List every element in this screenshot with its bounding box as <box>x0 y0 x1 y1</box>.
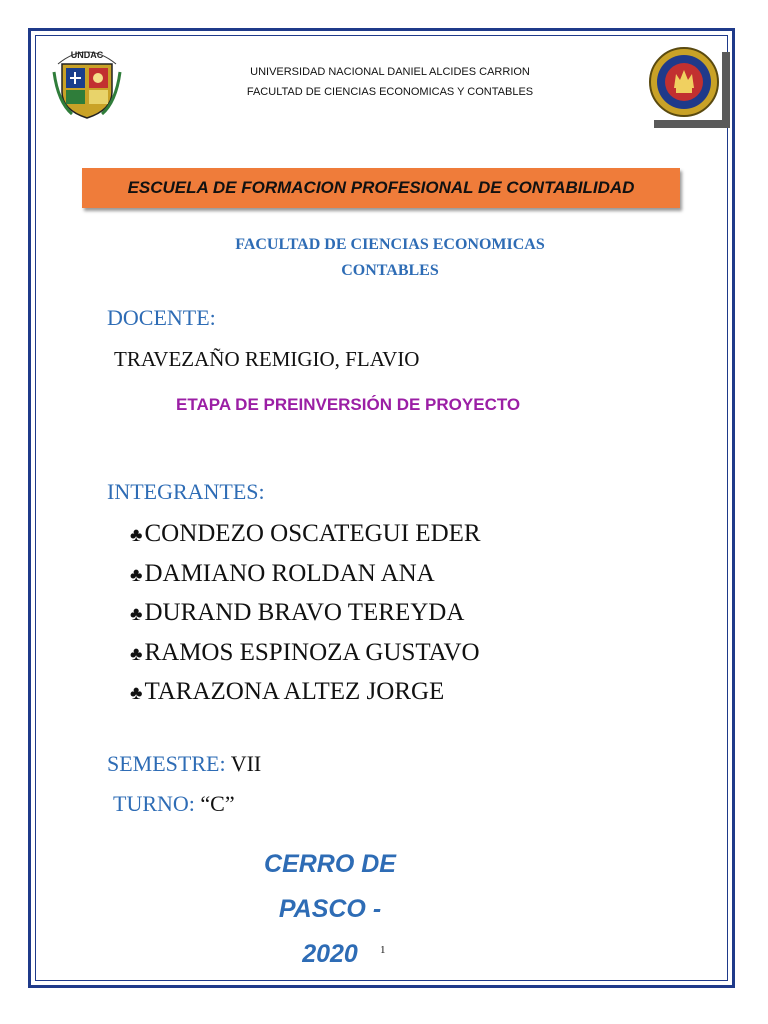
member-name: RAMOS ESPINOZA GUSTAVO <box>144 638 480 666</box>
club-bullet-icon: ♣ <box>130 683 143 704</box>
members-list <box>130 520 481 718</box>
faculty-title-line2: CONTABLES <box>341 262 439 279</box>
university-name: UNIVERSIDAD NACIONAL DANIEL ALCIDES CARRION <box>250 66 530 78</box>
turno-value: “C” <box>200 791 235 816</box>
member-item <box>130 560 481 600</box>
member-item <box>130 599 481 639</box>
club-bullet-icon: ♣ <box>130 604 143 625</box>
member-name: DAMIANO ROLDAN ANA <box>144 559 435 587</box>
club-bullet-icon: ♣ <box>130 643 143 665</box>
semestre-row <box>107 751 261 777</box>
undac-shield-logo <box>52 42 122 120</box>
integrantes-label: INTEGRANTES: <box>107 479 265 504</box>
member-name: TARAZONA ALTEZ JORGE <box>144 678 445 705</box>
member-name: DURAND BRAVO TEREYDA <box>144 599 465 626</box>
school-banner: ESCUELA DE FORMACION PROFESIONAL DE CONTABILIDAD <box>82 168 680 208</box>
member-item <box>130 678 481 718</box>
city-year <box>230 842 430 977</box>
faculty-name: FACULTAD DE CIENCIAS ECONOMICAS Y CONTABLES <box>246 86 534 98</box>
docente-name: TRAVEZAÑO REMIGIO, FLAVIO <box>114 347 420 371</box>
svg-text:UNDAC: UNDAC <box>70 50 104 60</box>
city-line1: CERRO DE <box>264 850 396 878</box>
member-item <box>130 639 481 679</box>
turno-row <box>113 791 235 817</box>
member-name: CONDEZO OSCATEGUI EDER <box>144 520 481 547</box>
topic-title: ETAPA DE PREINVERSIÓN DE PROYECTO <box>176 395 521 414</box>
turno-label: TURNO: <box>113 791 195 816</box>
city-line3: 2020 <box>302 940 358 968</box>
faculty-title <box>150 232 630 284</box>
faculty-title-line1: FACULTAD DE CIENCIAS ECONOMICAS <box>235 236 545 253</box>
club-bullet-icon: ♣ <box>130 564 143 586</box>
semestre-label: SEMESTRE: <box>107 751 226 776</box>
club-bullet-icon: ♣ <box>130 525 143 546</box>
member-item <box>130 520 481 560</box>
semestre-value: VII <box>230 751 262 776</box>
page-number: 1 <box>380 944 386 956</box>
city-line2: PASCO - <box>278 895 382 923</box>
contabilidad-seal-logo <box>646 44 722 120</box>
docente-label: DOCENTE: <box>107 305 216 330</box>
